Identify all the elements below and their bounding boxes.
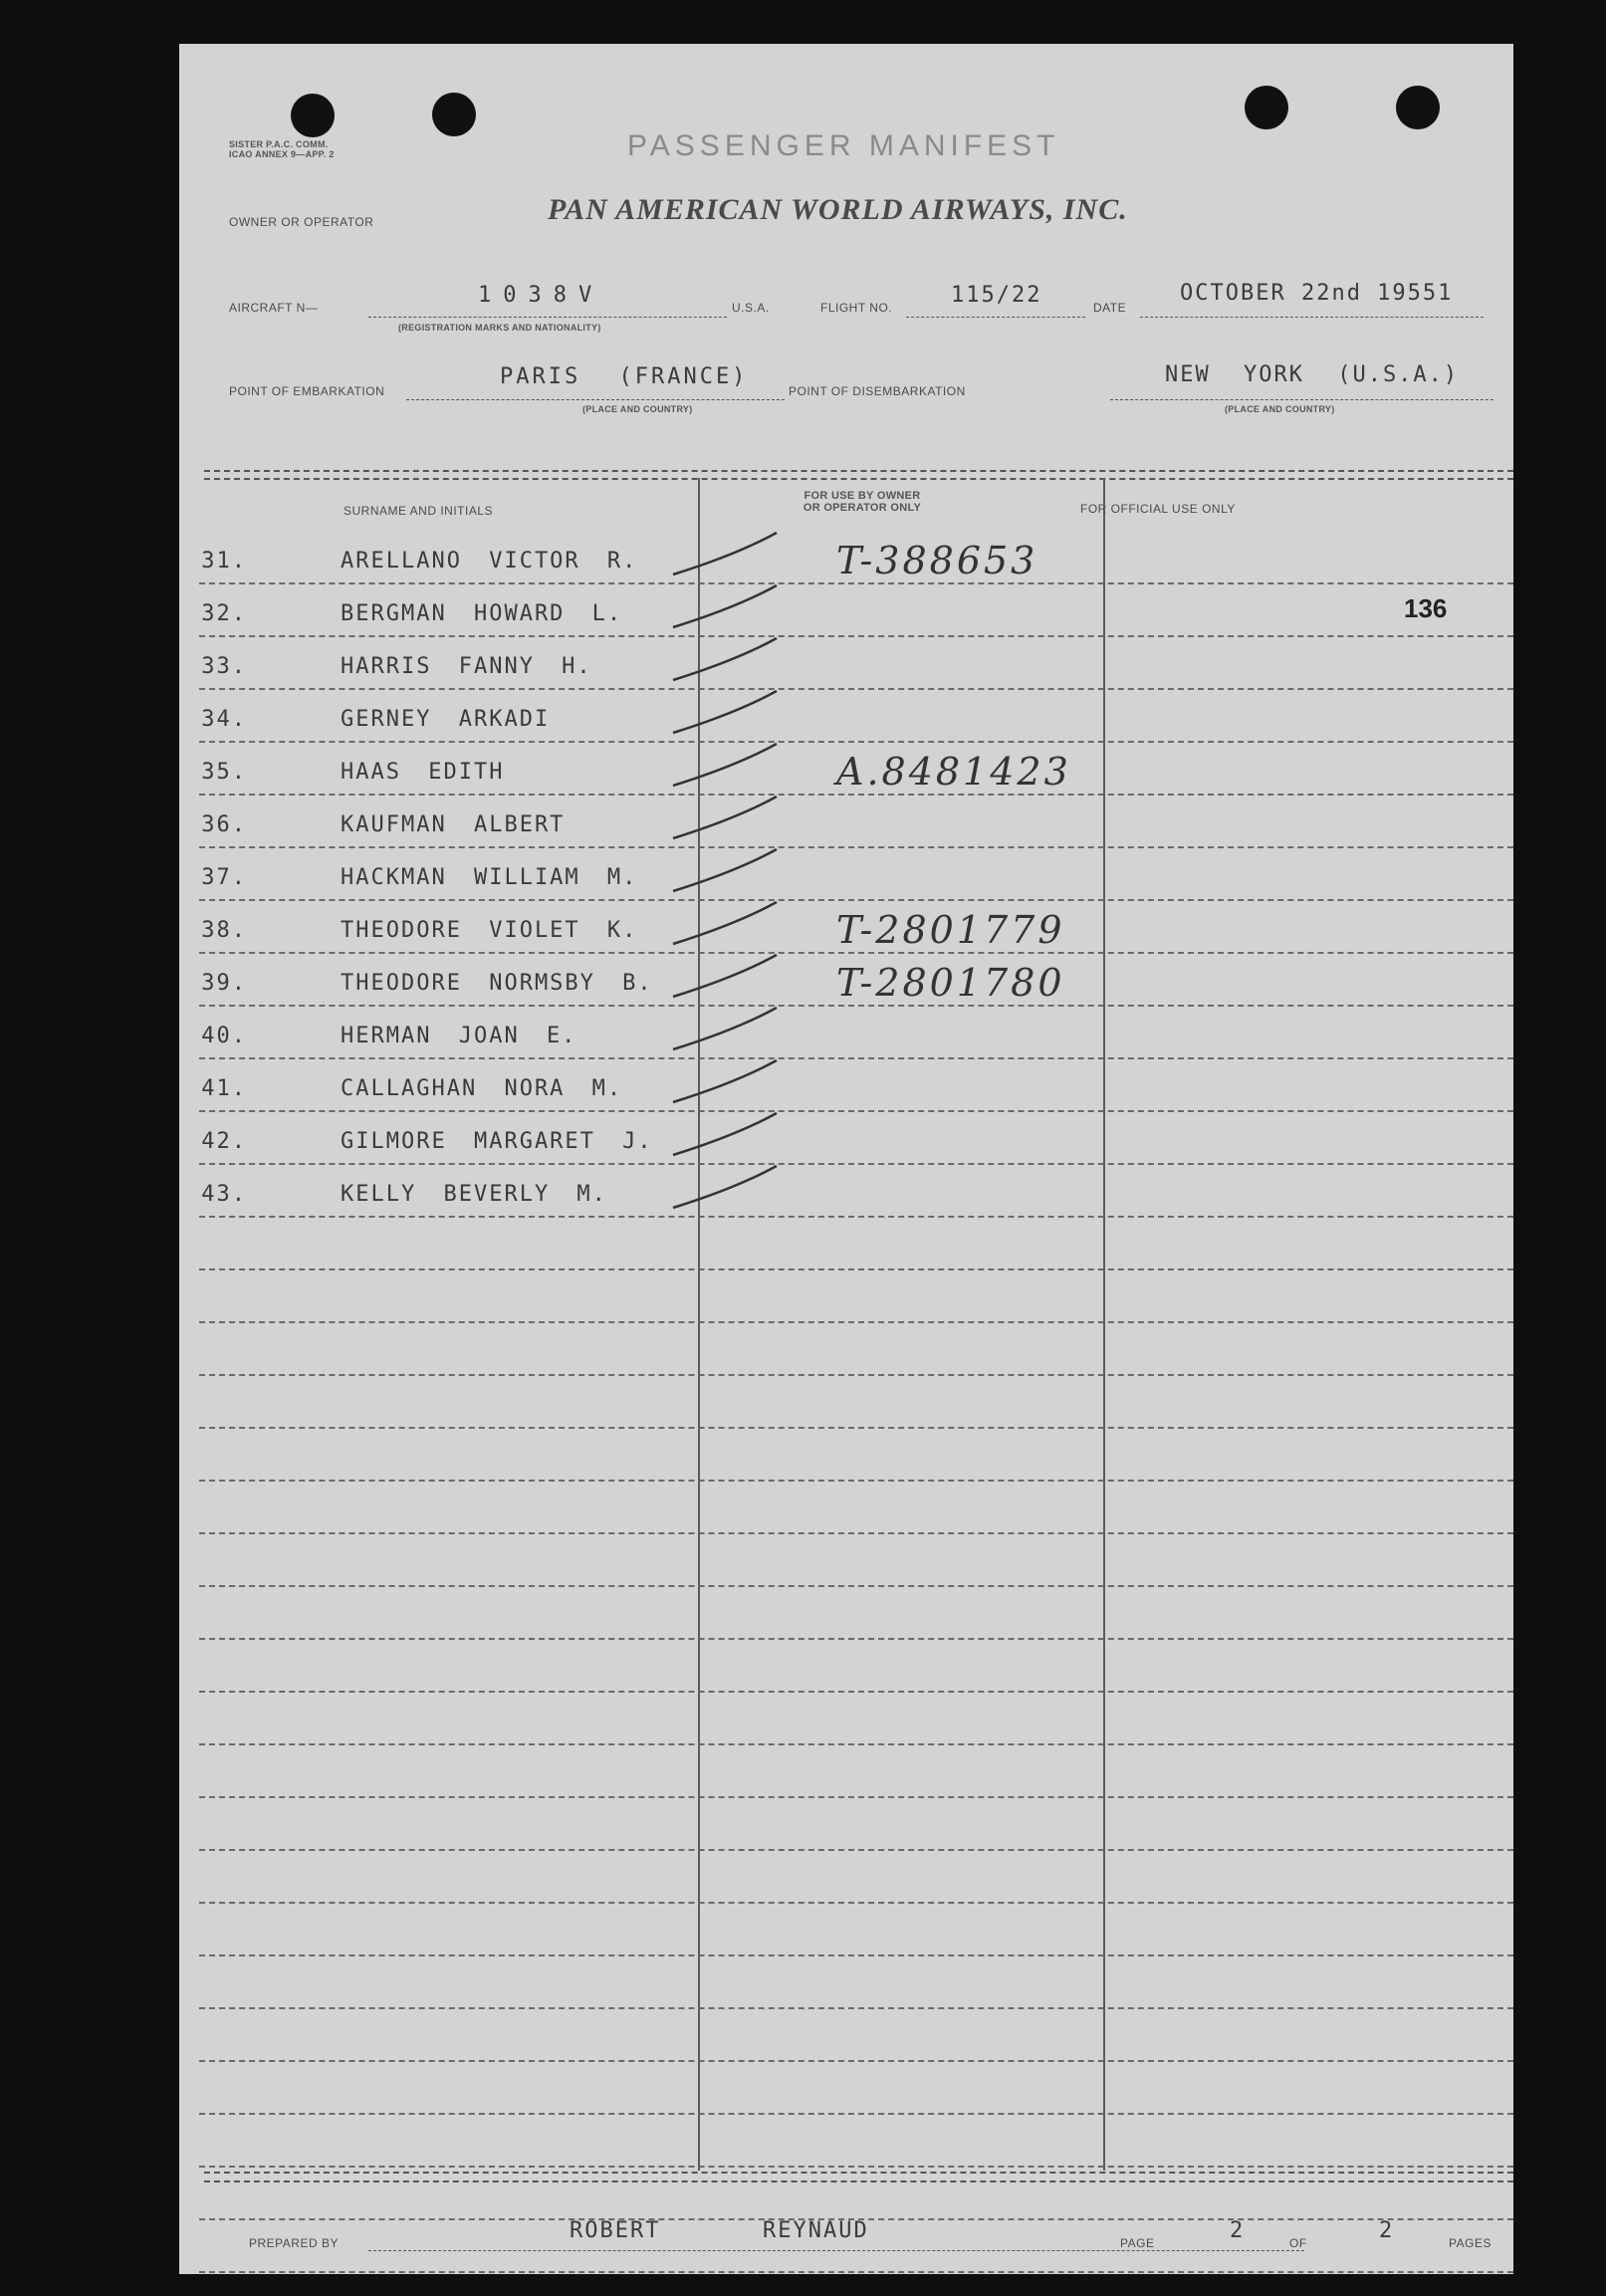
usa-label: U.S.A. — [732, 301, 770, 315]
aircraft-value: 1038V — [478, 283, 604, 308]
embark-label: POINT OF EMBARKATION — [229, 384, 385, 398]
prepared-last: REYNAUD — [763, 2218, 869, 2243]
form-title: PASSENGER MANIFEST — [627, 129, 1060, 162]
row-number: 35. — [201, 760, 247, 785]
disembark-value: NEW YORK (U.S.A.) — [1165, 362, 1460, 387]
disembark-sub: (PLACE AND COUNTRY) — [1225, 404, 1335, 414]
aircraft-sub: (REGISTRATION MARKS AND NATIONALITY) — [398, 323, 601, 333]
check-mark — [673, 1166, 777, 1208]
passenger-name: GILMORE MARGARET J. — [341, 1129, 653, 1154]
pages-label: PAGES — [1449, 2236, 1491, 2250]
passenger-name: HAAS EDITH — [341, 760, 505, 785]
row-number: 39. — [201, 971, 247, 996]
check-mark — [673, 797, 777, 838]
passenger-name: GERNEY ARKADI — [341, 707, 551, 732]
operator-note: T-2801779 — [836, 908, 1065, 952]
check-mark — [673, 585, 777, 627]
of-value: 2 — [1379, 2218, 1395, 2243]
passenger-name: ARELLANO VICTOR R. — [341, 549, 638, 574]
operator-note: A.8481423 — [836, 750, 1071, 794]
operator-name: PAN AMERICAN WORLD AIRWAYS, INC. — [548, 193, 1128, 226]
row-number: 43. — [201, 1182, 247, 1207]
embark-value: PARIS (FRANCE) — [500, 364, 749, 389]
prepared-label: PREPARED BY — [249, 2236, 339, 2250]
row-number: 40. — [201, 1024, 247, 1048]
passenger-name: THEODORE VIOLET K. — [341, 918, 638, 943]
col-header-operator-line2: OR OPERATOR ONLY — [803, 502, 922, 514]
page-label: PAGE — [1120, 2236, 1155, 2250]
row-number: 42. — [201, 1129, 247, 1154]
check-mark — [673, 1008, 777, 1049]
passenger-name: HACKMAN WILLIAM M. — [341, 865, 638, 890]
passenger-name: THEODORE NORMSBY B. — [341, 971, 653, 996]
passenger-name: KAUFMAN ALBERT — [341, 812, 566, 837]
row-number: 33. — [201, 654, 247, 679]
row-number: 32. — [201, 601, 247, 626]
passenger-name: BERGMAN HOWARD L. — [341, 601, 623, 626]
form-code-line2: ICAO ANNEX 9—APP. 2 — [229, 149, 335, 159]
date-label: DATE — [1093, 301, 1127, 315]
flight-label: FLIGHT NO. — [820, 301, 893, 315]
passenger-name: HARRIS FANNY H. — [341, 654, 592, 679]
manifest-page — [179, 44, 1513, 2274]
check-marks — [179, 44, 1513, 2274]
passenger-name: KELLY BEVERLY M. — [341, 1182, 607, 1207]
row-number: 31. — [201, 549, 247, 574]
col-header-official: FOR OFFICIAL USE ONLY — [1080, 502, 1236, 516]
passenger-name: CALLAGHAN NORA M. — [341, 1076, 623, 1101]
aircraft-label: AIRCRAFT N— — [229, 301, 319, 315]
row-number: 41. — [201, 1076, 247, 1101]
check-mark — [673, 1060, 777, 1102]
check-mark — [673, 744, 777, 786]
col-header-operator-line1: FOR USE BY OWNER — [803, 490, 921, 502]
check-mark — [673, 902, 777, 944]
passenger-name: HERMAN JOAN E. — [341, 1024, 577, 1048]
row-number: 37. — [201, 865, 247, 890]
operator-label: OWNER OR OPERATOR — [229, 215, 374, 229]
check-mark — [673, 638, 777, 680]
form-code-line1: SISTER P.A.C. COMM. — [229, 139, 329, 149]
check-mark — [673, 691, 777, 733]
embark-sub: (PLACE AND COUNTRY) — [582, 404, 693, 414]
disembark-label: POINT OF DISEMBARKATION — [789, 384, 966, 398]
page-value: 2 — [1230, 2218, 1246, 2243]
operator-note: T-2801780 — [836, 961, 1065, 1005]
row-number: 36. — [201, 812, 247, 837]
check-mark — [673, 955, 777, 997]
date-value: OCTOBER 22nd 19551 — [1180, 281, 1454, 306]
operator-note: T-388653 — [836, 539, 1038, 582]
row-number: 38. — [201, 918, 247, 943]
check-mark — [673, 533, 777, 574]
prepared-first: ROBERT — [570, 2218, 661, 2243]
col-header-surname: SURNAME AND INITIALS — [344, 504, 494, 518]
flight-value: 115/22 — [951, 283, 1042, 308]
check-mark — [673, 849, 777, 891]
check-mark — [673, 1113, 777, 1155]
of-label: OF — [1289, 2236, 1307, 2250]
row-number: 34. — [201, 707, 247, 732]
official-note: 136 — [1404, 593, 1448, 623]
